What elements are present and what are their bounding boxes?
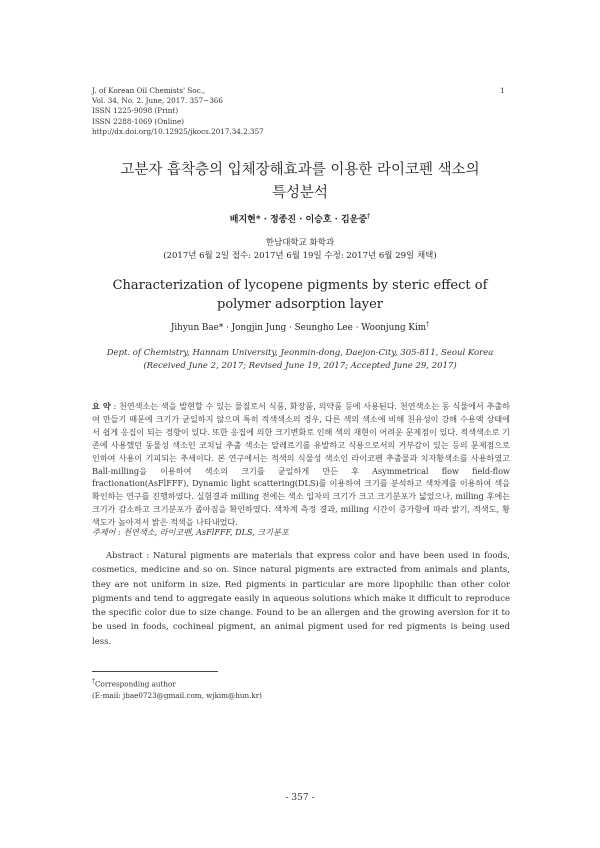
affiliation-korean: [0, 237, 600, 263]
page-number: - 357 -: [285, 793, 315, 803]
footnote-label: Corresponding author: [95, 679, 176, 689]
title-english-line1: Characterization of lycopene pigments by steric effect of: [112, 278, 488, 293]
title-korean-line2: 특성분석: [271, 185, 329, 201]
abstract-korean-label: 요 약: [92, 401, 111, 411]
journal-header: [92, 86, 264, 137]
abstract-english-text: : Natural pigments are materials that express color and have been used in foods, cosmetics, medicine and so on. Since natural pigments are extracted from animals and plants, they are not uniform in size. Red pigments in particular are more lipophilic than other color pigments and tend to aggregate easily in aqueous solutions which make it difficult to reproduce the specific color due to size change. Found to be an allergen and the growing aversion for it to be used in foods, cochineal pigment, an animal pigment used for red pigments is being used less.: [92, 551, 510, 647]
dates-korean: (2017년 6월 2일 접수: 2017년 6월 19일 수정: 2017년 6월 29일 채택): [163, 251, 437, 261]
footnote-divider: [92, 671, 218, 672]
title-english: [0, 276, 600, 314]
corresponding-mark-en: †: [426, 321, 430, 328]
title-korean-line1: 고분자 흡착층의 입체장해효과를 이용한 라이코펜 색소의: [120, 162, 480, 178]
authors-korean-names: 배지현* · 정종진 · 이승호 · 김운중: [229, 215, 368, 225]
issn-online: ISSN 2288-1069 (Online): [92, 116, 185, 126]
journal-volume: Vol. 34, No. 2. June, 2017. 357~366: [92, 96, 223, 106]
footnote-email: (E-mail: jbae0723@gmail.com, wjkim@hun.kr): [92, 691, 262, 701]
abstract-english-label: Abstract: [106, 551, 143, 561]
authors-english: [0, 321, 600, 333]
dates-english: (Received June 2, 2017; Revised June 19, 2017; Accepted June 29, 2017): [143, 361, 457, 371]
footnote: [92, 676, 262, 702]
doi-link[interactable]: http://dx.doi.org/10.12925/jkocs.2017.34.2.357: [92, 126, 264, 136]
title-korean: [0, 159, 600, 205]
abstract-korean-text: : 천연색소는 색을 발현할 수 있는 물질로서 식품, 화장품, 의약품 등에 사용된다. 천연색소는 동 식물에서 추출하여 만들기 때문에 크기가 균일하지 않으며 특히 적색색소의 경우, 다른 색의 색소에 비해 친유성이 강해 수용액 상태에서 쉽게 응집이 되는 경향이 있다. 또한 응집에 의한 크기변화로 인해 색의 재현이 어려운 문제점이 있다. 적색색소로 기존에 사용했던 동물성 색소인 코치닐 추출 색소는 알레르기를 유발하고 식용으로서의 거부감이 있는 등의 문제점으로 인하여 사용이 기피되는 추세이다. 본 연구에서는 적색의 식물성 색소인 라이코펜 추출물과 치자황색소를 사용하였고 Ball-milling을 이용하여 색소의 크기를 균일하게 만든 후 Asymmetrical flow field-flow fractionation(AsFlFFF), Dynamic light scattering(DLS)를 이용하여 크기를 분석하고 색차계를 이용하여 색을 확인하는 연구를 진행하였다. 실험결과 milling 전에는 색소 입자의 크기가 크고 크기분포가 넓었으나, milling 후에는 크기가 감소하고 크기분포가 좁아짐을 확인하였다. 색차계 측정 결과, milling 시간이 증가함에 따라 밝기, 적색도, 황색도가 높아져서 밝은 적색을 나타내었다.: [92, 401, 510, 528]
affiliation-english: [0, 347, 600, 373]
abstract-english: [92, 549, 510, 649]
department-english: Dept. of Chemistry, Hannam University, Jeonmin-dong, Daejon-City, 305-811, Seoul Korea: [106, 348, 494, 358]
footnote-mark: †: [92, 678, 95, 685]
abstract-korean: [92, 400, 510, 529]
authors-english-names: Jihyun Bae* · Jongjin Jung · Seungho Lee · Woonjung Kim: [170, 322, 427, 333]
issn-print: ISSN 1225-9098 (Print): [92, 106, 179, 116]
journal-name: J. of Korean Oil Chemists' Soc.,: [92, 86, 206, 95]
title-english-line2: polymer adsorption layer: [217, 297, 383, 312]
corner-number: 1: [500, 86, 505, 95]
authors-korean: [0, 212, 600, 225]
keywords-korean: 주제어 : 천연색소, 라이코펜, AsFlFFF, DLS, 크기분포: [92, 527, 289, 537]
corresponding-mark: †: [367, 213, 371, 220]
institution-korean: 한남대학교 화학과: [265, 238, 335, 248]
